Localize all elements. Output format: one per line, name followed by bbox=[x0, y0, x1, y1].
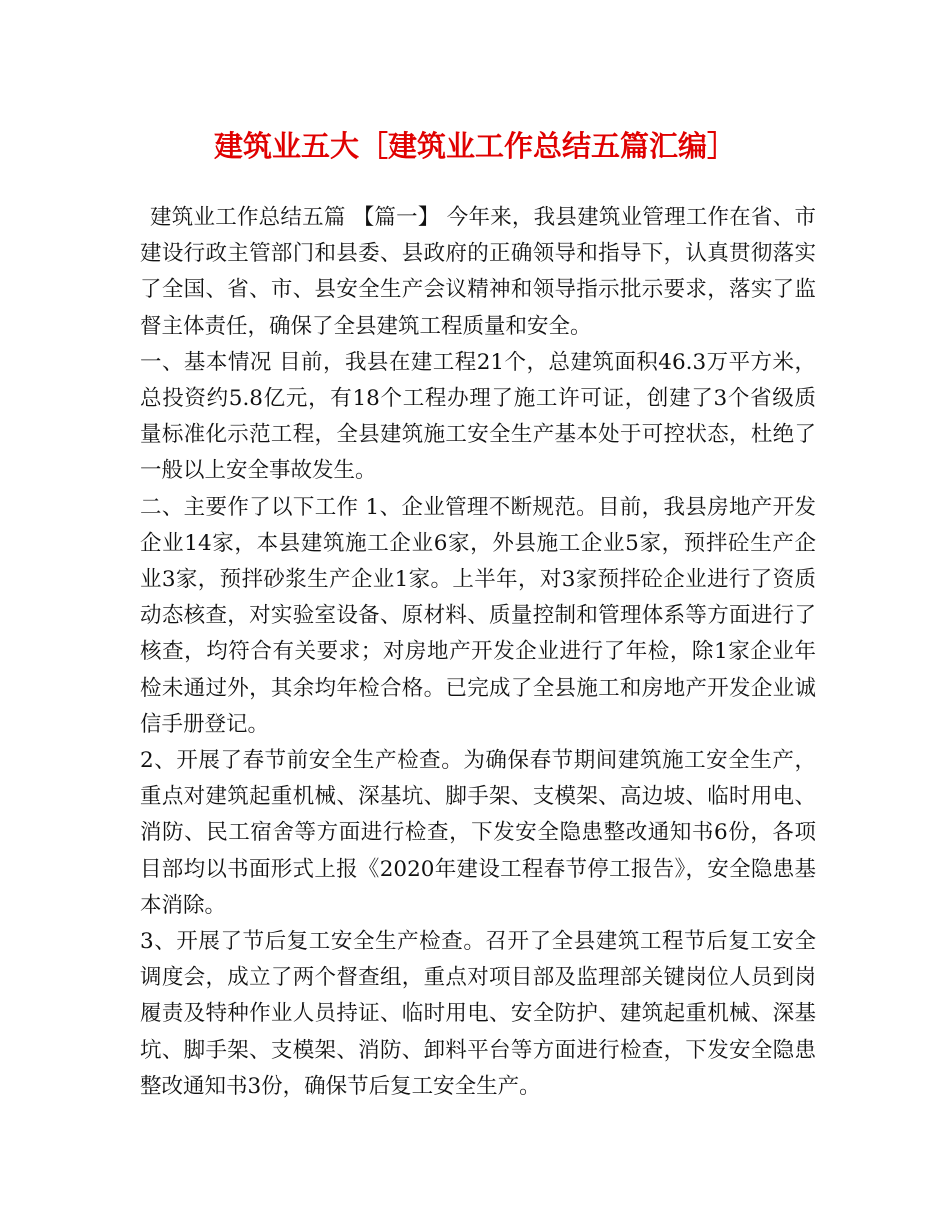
paragraph-basic-situation: 一、基本情况 目前，我县在建工程21个，总建筑面积46.3万平方米，总投资约5.8亿元，有18个工程办理了施工许可证，创建了3个省级质量标准化示范工程，全县建筑施工安全生产基本处于可控状态，杜绝了一般以上安全事故发生。 bbox=[140, 349, 816, 484]
paragraph-intro: 建筑业工作总结五篇 【篇一】 今年来，我县建筑业管理工作在省、市建设行政主管部门和县委、县政府的正确领导和指导下，认真贯彻落实了全国、省、市、县安全生产会议精神和领导指示批示要求，落实了监督主体责任，确保了全县建筑工程质量和安全。 bbox=[140, 205, 816, 339]
paragraph-main-work: 二、主要作了以下工作 1、企业管理不断规范。目前，我县房地产开发企业14家，本县建筑施工企业6家，外县施工企业5家，预拌砼生产企业3家，预拌砂浆生产企业1家。上半年，对3家预拌砼企业进行了资质动态核查，对实验室设备、原材料、质量控制和管理体系等方面进行了核查，均符合有关要求；对房地产开发企业进行了年检，除1家企业年检未通过外，其余均年检合格。已完成了全县施工和房地产开发企业诚信手册登记。 bbox=[140, 494, 816, 737]
document-title: 建筑业五大［建筑业工作总结五篇汇编］ bbox=[213, 129, 736, 163]
document-body bbox=[140, 200, 816, 1105]
paragraph-pre-festival-check: 2、开展了春节前安全生产检查。为确保春节期间建筑施工安全生产，重点对建筑起重机械、深基坑、脚手架、支模架、高边坡、临时用电、消防、民工宿舍等方面进行检查，下发安全隐患整改通知书6份，各项目部均以书面形式上报《2020年建设工程春节停工报告》，安全隐患基本消除。 bbox=[140, 748, 816, 918]
paragraph-post-festival-check: 3、开展了节后复工安全生产检查。召开了全县建筑工程节后复工安全调度会，成立了两个督查组，重点对项目部及监理部关键岗位人员到岗履责及特种作业人员持证、临时用电、安全防护、建筑起重机械、深基坑、脚手架、支模架、消防、卸料平台等方面进行检查，下发安全隐患整改通知书3份，确保节后复工安全生产。 bbox=[140, 929, 816, 1099]
